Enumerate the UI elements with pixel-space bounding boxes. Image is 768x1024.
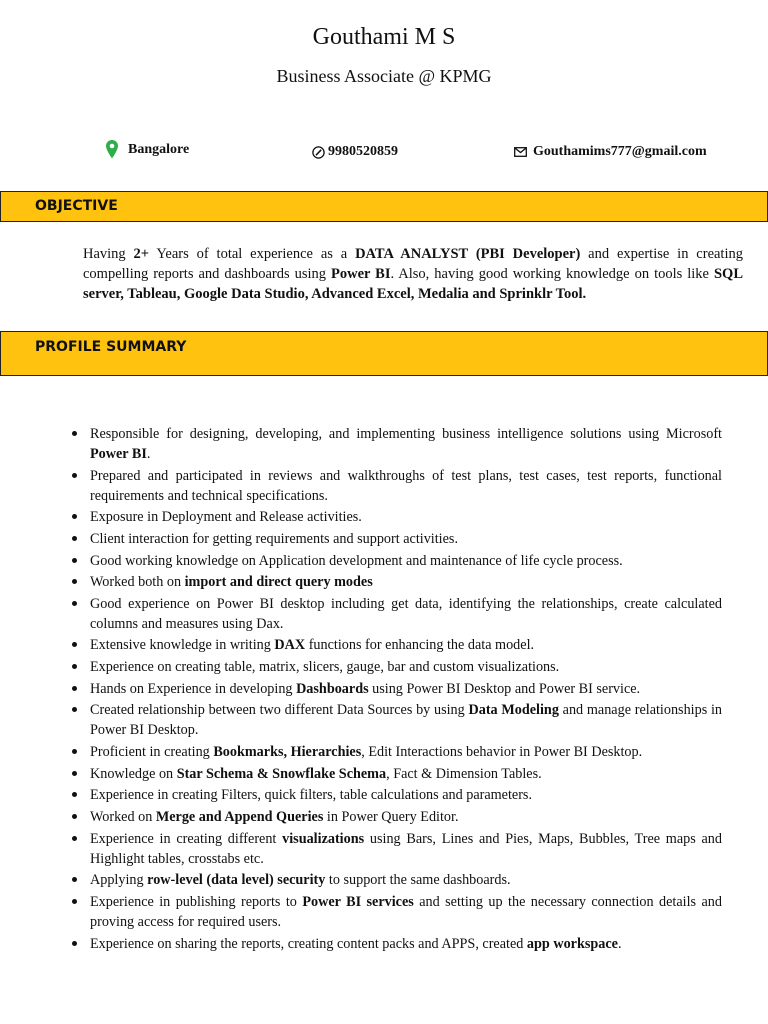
summary-list-item bbox=[72, 635, 722, 655]
summary-highlight: app workspace bbox=[526, 935, 618, 952]
summary-highlight: row-level (data level) security bbox=[147, 872, 326, 889]
summary-highlight: Power BI services bbox=[302, 893, 414, 910]
phone-number[interactable]: 9980520859 bbox=[328, 144, 398, 159]
summary-list-item bbox=[72, 572, 722, 592]
summary-text: Client interaction for getting requirements and support activities. bbox=[90, 530, 458, 547]
summary-text: , Edit Interactions behavior in Power BI Desktop. bbox=[361, 744, 643, 761]
summary-text: Knowledge on bbox=[90, 765, 177, 782]
summary-list-item bbox=[72, 807, 722, 827]
summary-text: and setting up the necessary connection details and proving access for required users. bbox=[90, 893, 722, 930]
profile-summary-list bbox=[72, 424, 722, 955]
summary-text: Extensive knowledge in writing bbox=[90, 637, 275, 654]
summary-text: Hands on Experience in developing bbox=[90, 680, 297, 697]
objective-text bbox=[83, 244, 743, 304]
objective-highlight: SQL server, Tableau, Google Data Studio, Advanced Excel, Medalia and Sprinklr Tool. bbox=[83, 266, 743, 302]
summary-text: Experience on creating table, matrix, slicers, gauge, bar and custom visualizations. bbox=[90, 659, 560, 676]
profile-summary-heading: PROFILE SUMMARY bbox=[35, 339, 187, 355]
summary-text: Worked on bbox=[90, 808, 156, 825]
objective-segment: Years of total experience as a bbox=[149, 246, 356, 262]
summary-highlight: Merge and Append Queries bbox=[155, 808, 324, 825]
summary-list-item bbox=[72, 892, 722, 932]
summary-text: to support the same dashboards. bbox=[325, 872, 511, 889]
objective-segment: and expertise in creating compelling reports and dashboards using bbox=[83, 246, 743, 282]
summary-text: in Power Query Editor. bbox=[323, 808, 459, 825]
summary-list-item bbox=[72, 934, 722, 954]
summary-list-item bbox=[72, 529, 722, 549]
summary-text: Prepared and participated in reviews and walkthroughs of test plans, test cases, test reports, functional requirements and technical specifications. bbox=[90, 467, 722, 504]
summary-text: Worked both on bbox=[90, 574, 185, 591]
summary-text: Experience on sharing the reports, creating content packs and APPS, created bbox=[90, 935, 527, 952]
summary-list-item bbox=[72, 829, 722, 869]
summary-list-item bbox=[72, 742, 722, 762]
summary-highlight: Bookmarks, Hierarchies bbox=[213, 744, 362, 761]
summary-list-item bbox=[72, 466, 722, 506]
summary-text: . bbox=[146, 446, 151, 462]
candidate-name: Gouthami M S bbox=[312, 24, 456, 50]
objective-highlight: Power BI bbox=[330, 266, 391, 282]
summary-highlight: visualizations bbox=[282, 830, 365, 847]
summary-list-item bbox=[72, 551, 722, 571]
summary-list-item bbox=[72, 679, 722, 699]
objective-heading: OBJECTIVE bbox=[35, 198, 118, 214]
summary-highlight: import and direct query modes bbox=[184, 574, 373, 591]
summary-text: and manage relationships in Power BI Desktop. bbox=[90, 702, 723, 739]
summary-text: Exposure in Deployment and Release activities. bbox=[90, 509, 362, 526]
summary-text: Created relationship between two different Data Sources by using bbox=[90, 702, 469, 719]
summary-text: . bbox=[617, 935, 622, 952]
summary-text: Experience in creating different bbox=[90, 830, 283, 847]
mail-icon bbox=[514, 147, 527, 157]
summary-text: Responsible for designing, developing, and implementing business intelligence solutions using Microsoft bbox=[90, 426, 722, 442]
objective-segment: . Also, having good working knowledge on tools like bbox=[390, 266, 714, 282]
summary-highlight: Dashboards bbox=[296, 680, 369, 697]
phone-icon bbox=[312, 146, 325, 159]
location-pin-icon bbox=[106, 140, 118, 159]
summary-text: using Power BI Desktop and Power BI service. bbox=[368, 680, 641, 697]
objective-segment: Having bbox=[83, 246, 134, 262]
summary-list-item bbox=[72, 507, 722, 527]
summary-highlight: DAX bbox=[274, 637, 306, 654]
location-text: Bangalore bbox=[128, 141, 190, 157]
email-address[interactable]: Gouthamims777@gmail.com bbox=[533, 144, 707, 159]
contact-location bbox=[106, 140, 189, 159]
objective-highlight: 2+ bbox=[133, 246, 150, 262]
summary-list-item bbox=[72, 657, 722, 677]
summary-list-item bbox=[72, 764, 722, 784]
objective-highlight: DATA ANALYST (PBI Developer) bbox=[355, 246, 581, 262]
candidate-role: Business Associate @ KPMG bbox=[276, 66, 492, 86]
summary-text: using Bars, Lines and Pies, Maps, Bubbles, Tree maps and Highlight tables, crosstabs etc. bbox=[90, 830, 722, 867]
summary-text: functions for enhancing the data model. bbox=[305, 637, 535, 654]
summary-list-item bbox=[72, 870, 722, 890]
summary-list-item bbox=[72, 424, 722, 464]
summary-text: Good working knowledge on Application development and maintenance of life cycle process. bbox=[90, 552, 623, 569]
summary-text: , Fact & Dimension Tables. bbox=[386, 765, 542, 782]
summary-list-item bbox=[72, 594, 722, 634]
summary-text: Experience in creating Filters, quick filters, table calculations and parameters. bbox=[90, 787, 533, 804]
summary-list-item bbox=[72, 700, 722, 740]
summary-text: Proficient in creating bbox=[90, 744, 214, 761]
summary-text: Good experience on Power BI desktop including get data, identifying the relationships, create calculated columns and measures using Dax. bbox=[90, 595, 722, 632]
summary-highlight: Data Modeling bbox=[468, 702, 559, 719]
summary-text: Applying bbox=[90, 872, 148, 889]
contact-email bbox=[514, 144, 707, 160]
summary-highlight: Power BI bbox=[90, 446, 147, 462]
summary-text: Experience in publishing reports to bbox=[90, 893, 303, 910]
contact-phone bbox=[312, 144, 398, 160]
summary-list-item bbox=[72, 785, 722, 805]
summary-highlight: Star Schema & Snowflake Schema bbox=[176, 765, 387, 782]
